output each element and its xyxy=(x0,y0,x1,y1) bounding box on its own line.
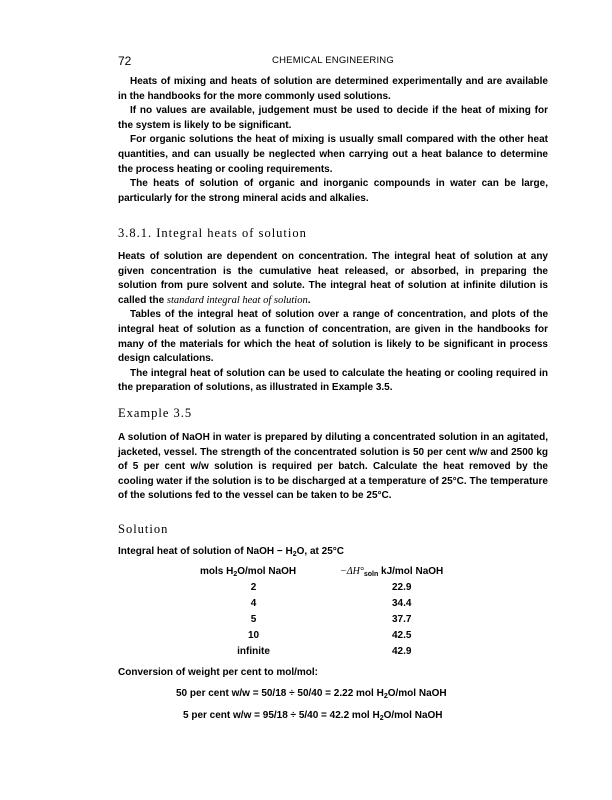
table-cell-mols: 4 xyxy=(250,598,257,609)
conversion-label-block xyxy=(118,666,548,681)
example-heading: Example 3.5 xyxy=(118,406,193,420)
subscript: 2 xyxy=(233,571,238,578)
equation-text: O/mol NaOH xyxy=(387,688,447,699)
header-unit: kJ/mol NaOH xyxy=(381,566,444,577)
solution-heading: Solution xyxy=(118,522,169,536)
table-header-mols xyxy=(200,566,296,578)
header-text: O/mol NaOH xyxy=(237,566,297,577)
intro-text xyxy=(118,75,548,206)
equation-text: 50 per cent w/w = 50/18 ÷ 50/40 = 2.22 mol H xyxy=(176,688,384,699)
table-cell-mols: 5 xyxy=(250,614,257,625)
section-paragraph: The integral heat of solution can be used to calculate the heating or cooling required in the preparation of solutions, as illustrated in Example 3.5. xyxy=(118,367,548,394)
subscript: 2 xyxy=(292,551,297,558)
page-header xyxy=(118,54,548,70)
section-paragraph: Tables of the integral heat of solution over a range of concentration, and plots of the integral heat of solution as a function of concentration, are given in the handbooks for many of the materials for which the heat of solution is likely to be significant in process design calculations. xyxy=(118,309,548,365)
conversion-equation xyxy=(176,688,447,700)
section-paragraph xyxy=(118,250,548,308)
table-cell-mols: 10 xyxy=(247,630,260,641)
header-text: mols H xyxy=(200,566,234,577)
equation-text: O/mol NaOH xyxy=(383,710,443,721)
section-paragraph-text: Heats of solution are dependent on concentration. The integral heat of solution at any given concentration is the cumulative heat released, or absorbed, in preparing the solution from pure solvent and solute. The integral heat of solution at infinite dilution is called the xyxy=(118,251,548,306)
table-cell-mols: infinite xyxy=(237,646,270,657)
standard-term: standard integral heat of solution xyxy=(166,294,308,306)
intro-paragraph: Heats of mixing and heats of solution are determined experimentally and are available in the handbooks for the more commonly used solutions. xyxy=(118,76,548,102)
conversion-equation xyxy=(183,710,443,722)
table-cell-heat: 42.5 xyxy=(392,630,412,641)
table-cell-heat: 42.9 xyxy=(392,646,412,657)
section-text xyxy=(118,250,548,396)
subscript: soln xyxy=(363,571,379,578)
solution-intro xyxy=(118,545,548,563)
table-cell-heat: 22.9 xyxy=(392,582,412,593)
running-head: CHEMICAL ENGINEERING xyxy=(272,55,394,66)
table-cell-mols: 2 xyxy=(250,582,257,593)
page-number: 72 xyxy=(118,54,132,68)
intro-paragraph: For organic solutions the heat of mixing is usually small compared with the other heat quantities, and can usually be neglected when carrying out a heat balance to determine the process heating or cooling requirements. xyxy=(118,134,548,175)
example-text xyxy=(118,431,548,504)
section-heading: 3.8.1. Integral heats of solution xyxy=(118,226,307,240)
intro-paragraph: If no values are available, judgement must be used to decide if the heat of mixing for the system is likely to be significant. xyxy=(118,105,548,131)
table-cell-heat: 34.4 xyxy=(392,598,412,609)
table-header-heat xyxy=(340,566,443,578)
table-cell-heat: 37.7 xyxy=(392,614,412,625)
intro-paragraph: The heats of solution of organic and inorganic compounds in water can be large, particularly for the strong mineral acids and alkalies. xyxy=(118,178,548,204)
delta-h-symbol: −ΔH° xyxy=(340,566,364,577)
solution-line-b: O, at 25°C xyxy=(296,546,344,557)
conversion-label: Conversion of weight per cent to mol/mol: xyxy=(118,667,319,678)
subscript: 2 xyxy=(379,715,384,722)
example-paragraph: A solution of NaOH in water is prepared by diluting a concentrated solution in an agitated, jacketed, vessel. The strength of the concentrated solution is 50 per cent w/w and 2500 kg of 5 per cent w/w solution is required per batch. Calculate the heat removed by the cooling water if the solution is to be discharged at a temperature of 25°C. The temperature of the solutions fed to the vessel can be taken to be 25°C. xyxy=(118,432,548,502)
equation-text: 5 per cent w/w = 95/18 ÷ 5/40 = 42.2 mol H xyxy=(183,710,380,721)
solution-line-a: Integral heat of solution of NaOH − H xyxy=(118,546,293,557)
period: . xyxy=(307,294,311,306)
solution-line xyxy=(118,545,548,563)
subscript: 2 xyxy=(383,693,388,700)
